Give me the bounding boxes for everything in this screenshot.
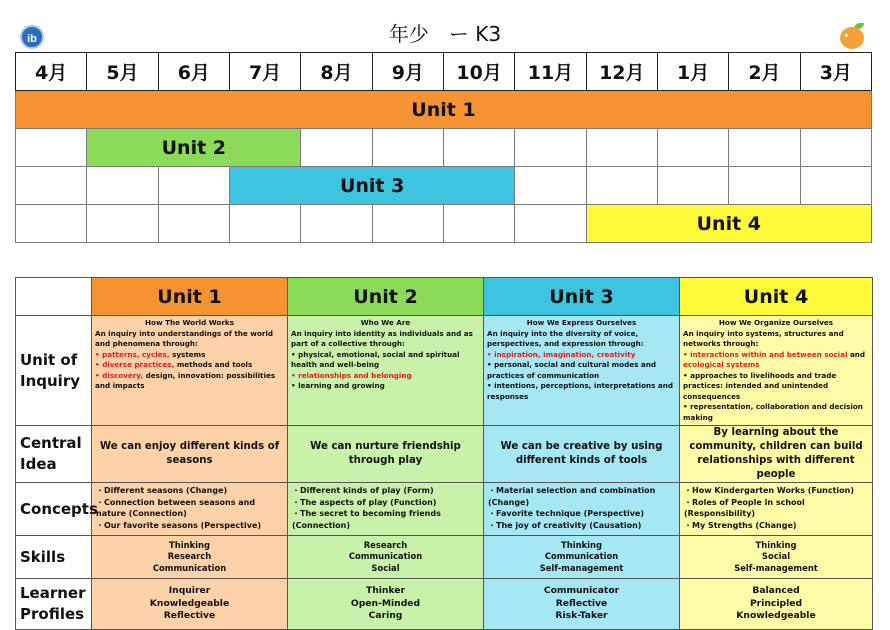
- month-header: 4月: [16, 53, 87, 91]
- unit2-bar: Unit 2: [87, 129, 301, 167]
- month-header: 3月: [800, 53, 871, 91]
- central-idea-unit2: We can nurture friendship through play: [288, 426, 484, 483]
- empty-cell: [515, 205, 586, 243]
- profiles-unit2: Thinker Open-Minded Caring: [288, 579, 484, 630]
- unit3-header: Unit 3: [484, 278, 680, 316]
- concepts-unit4: ・How Kindergarten Works (Function) ・Roles of People in school (Responsibility) ・My Strengths (Change): [680, 483, 873, 536]
- empty-cell: [657, 129, 728, 167]
- empty-cell: [158, 167, 229, 205]
- empty-cell: [301, 205, 372, 243]
- empty-cell: [158, 205, 229, 243]
- skills-unit4: Thinking Social Self-management: [680, 536, 873, 579]
- month-header: 7月: [229, 53, 300, 91]
- concepts-unit2: ・Different kinds of play (Form) ・The aspects of play (Function) ・The secret to becoming friends (Connection): [288, 483, 484, 536]
- empty-cell: [229, 205, 300, 243]
- profiles-unit1: Inquirer Knowledgeable Reflective: [92, 579, 288, 630]
- empty-cell: [443, 129, 514, 167]
- central-idea-unit3: We can be creative by using different kinds of tools: [484, 426, 680, 483]
- theme-title: How We Express Ourselves: [526, 318, 637, 327]
- empty-cell: [16, 167, 87, 205]
- empty-cell: [443, 205, 514, 243]
- skills-unit2: Research Communication Social: [288, 536, 484, 579]
- empty-cell: [301, 129, 372, 167]
- skills-unit1: Thinking Research Communication: [92, 536, 288, 579]
- units-header-row: [16, 278, 873, 316]
- central-idea-row: [16, 426, 873, 483]
- central-idea-unit1: We can enjoy different kinds of seasons: [92, 426, 288, 483]
- concepts-unit3: ・Material selection and combination (Change) ・Favorite technique (Perspective) ・The joy of creativity (Causation): [484, 483, 680, 536]
- empty-cell: [586, 167, 657, 205]
- profiles-unit4: Balanced Principled Knowledgeable: [680, 579, 873, 630]
- timeline-table: [15, 52, 872, 243]
- month-header: 8月: [301, 53, 372, 91]
- theme-title: How The World Works: [145, 318, 234, 327]
- unit4-header: Unit 4: [680, 278, 873, 316]
- empty-cell: [586, 129, 657, 167]
- page-title: 年少 ー K3: [388, 22, 502, 46]
- unit3-bar: Unit 3: [229, 167, 514, 205]
- ib-logo-icon: ib: [20, 25, 44, 49]
- unit2-row: [16, 129, 872, 167]
- concepts-row: [16, 483, 873, 536]
- central-idea-unit4: By learning about the community, children can build relationships with different people: [680, 426, 873, 483]
- concepts-unit1: ・Different seasons (Change) ・Connection between seasons and nature (Connection) ・Our favorite seasons (Perspective): [92, 483, 288, 536]
- unit4-bar: Unit 4: [586, 205, 871, 243]
- unit3-row: [16, 167, 872, 205]
- units-table: [15, 277, 873, 630]
- profiles-unit3: Communicator Reflective Risk-Taker: [484, 579, 680, 630]
- empty-cell: [729, 129, 800, 167]
- theme-title: How We Organize Ourselves: [718, 318, 834, 327]
- month-header: 5月: [87, 53, 158, 91]
- row-label-unit-of-inquiry: Unit of Inquiry: [16, 316, 92, 426]
- unit1-header: Unit 1: [92, 278, 288, 316]
- empty-cell: [372, 205, 443, 243]
- uoi-unit2: Who We Are An inquiry into identity as individuals and as part of a collective through: • physical, emotional, social and spiritual health and well-being • relationships and belonging • learning and growing: [288, 316, 484, 426]
- empty-cell: [16, 129, 87, 167]
- empty-cell: [515, 129, 586, 167]
- unit1-row: [16, 91, 872, 129]
- month-header: 2月: [729, 53, 800, 91]
- skills-unit3: Thinking Communication Self-management: [484, 536, 680, 579]
- corner-cell: [16, 278, 92, 316]
- empty-cell: [87, 205, 158, 243]
- empty-cell: [657, 167, 728, 205]
- empty-cell: [800, 167, 871, 205]
- unit1-bar: Unit 1: [16, 91, 872, 129]
- row-label-learner-profiles: Learner Profiles: [16, 579, 92, 630]
- row-label-central-idea: Central Idea: [16, 426, 92, 483]
- row-label-concepts: Concepts: [16, 483, 92, 536]
- unit4-row: [16, 205, 872, 243]
- month-row: [16, 53, 872, 91]
- empty-cell: [515, 167, 586, 205]
- month-header: 12月: [586, 53, 657, 91]
- empty-cell: [800, 129, 871, 167]
- empty-cell: [87, 167, 158, 205]
- empty-cell: [372, 129, 443, 167]
- learner-profiles-row: [16, 579, 873, 630]
- unit2-header: Unit 2: [288, 278, 484, 316]
- empty-cell: [729, 167, 800, 205]
- month-header: 9月: [372, 53, 443, 91]
- empty-cell: [16, 205, 87, 243]
- month-header: 6月: [158, 53, 229, 91]
- uoi-unit4: How We Organize Ourselves An inquiry into systems, structures and networks through: • interactions within and between social and ecological systems • approaches to livelihoods and trade practices: intended and unintended consequences • representation, collaboration and decision making: [680, 316, 873, 426]
- month-header: 10月: [443, 53, 514, 91]
- uoi-unit3: How We Express Ourselves An inquiry into the diversity of voice, perspectives, and expression through: • inspiration, imagination, creativity • personal, social and cultural modes and practices of communication • intentions, perceptions, interpretations and responses: [484, 316, 680, 426]
- skills-row: [16, 536, 873, 579]
- uoi-unit1: How The World Works An inquiry into understandings of the world and phenomena through: • patterns, cycles, systems • diverse practices, methods and tools • discovery, design, innovation: possibilities and impacts: [92, 316, 288, 426]
- month-header: 11月: [515, 53, 586, 91]
- unit-of-inquiry-row: [16, 316, 873, 426]
- theme-title: Who We Are: [360, 318, 411, 327]
- row-label-skills: Skills: [16, 536, 92, 579]
- month-header: 1月: [657, 53, 728, 91]
